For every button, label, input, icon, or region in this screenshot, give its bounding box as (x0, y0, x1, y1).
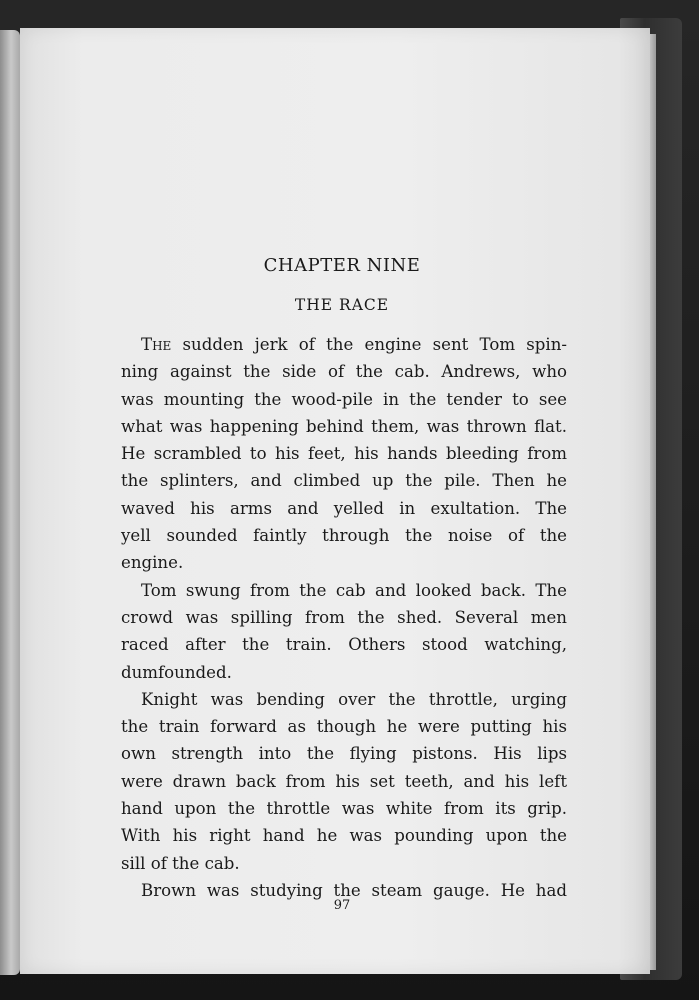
drop-word: The (141, 335, 172, 354)
text-line: He scrambled to his feet, his hands bleeding from (121, 444, 567, 464)
text-line: waved his arms and yelled in exultation. The (121, 498, 567, 518)
facing-page-edge (0, 30, 20, 975)
text-line: yell sounded faintly through the noise of the (121, 526, 567, 546)
text-line: were drawn back from his set teeth, and his left (121, 771, 567, 791)
text-line: what was happening behind them, was thrown flat. (121, 416, 567, 436)
text-line: ning against the side of the cab. Andrews, who (121, 362, 567, 382)
text-line: Knight was bending over the throttle, urging (141, 689, 567, 709)
text-line: Brown was studying the steam gauge. He had (141, 880, 567, 900)
text-line: hand upon the throttle was white from its grip. (121, 799, 567, 819)
text-line: With his right hand he was pounding upon the (121, 826, 567, 846)
text-line: was mounting the wood-pile in the tender to see (121, 389, 567, 409)
text-line: engine. (121, 553, 184, 573)
text-line: sill of the cab. (121, 853, 240, 873)
text-line: Tom swung from the cab and looked back. The (141, 580, 567, 600)
chapter-title: THE RACE (294, 296, 390, 314)
text-line: dumfounded. (121, 662, 232, 682)
text-line: crowd was spilling from the shed. Several men (121, 607, 567, 627)
text-line: The sudden jerk of the engine sent Tom spin- (141, 335, 567, 354)
text-line: the splinters, and climbed up the pile. Then he (121, 471, 567, 491)
text-line: raced after the train. Others stood watching, (121, 635, 567, 655)
text-line: the train forward as though he were putting his (121, 717, 567, 737)
chapter-heading: CHAPTER NINE (263, 255, 421, 276)
text-line: own strength into the flying pistons. His lips (121, 744, 567, 764)
body-text (121, 331, 567, 904)
page-number: 97 (333, 898, 351, 913)
book-page (20, 28, 650, 974)
